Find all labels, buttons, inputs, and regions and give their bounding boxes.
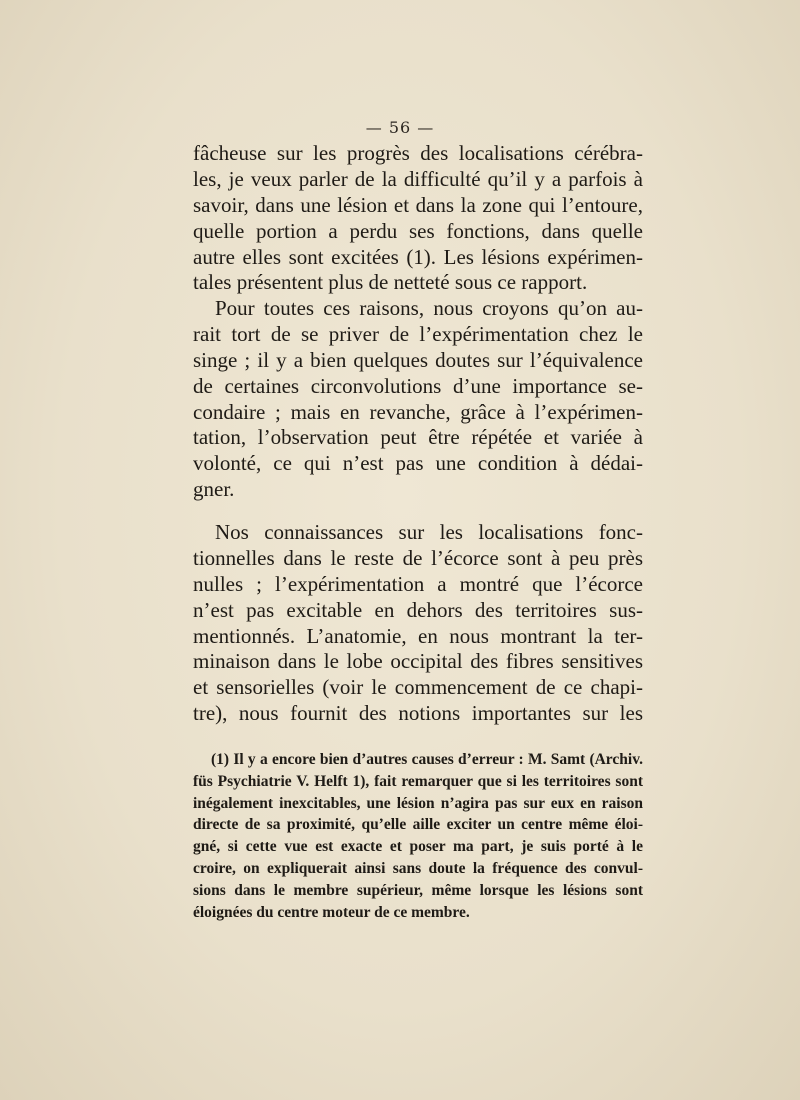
text-line: n’est pas excitable en dehors des territoires sus-: [193, 597, 643, 622]
paragraph-2: [193, 296, 643, 503]
text-line: Nos connaissances sur les localisations fonc-: [215, 520, 643, 544]
text-line: minaison dans le lobe occipital des fibres sensitives: [193, 649, 643, 674]
text-line: mentionnés. L’anatomie, en nous montrant la ter-: [193, 623, 643, 648]
text-line: de certaines circonvolutions d’une importance se-: [193, 373, 643, 398]
paragraph-3: [193, 520, 643, 727]
footnote: [193, 749, 643, 923]
text-line: tionnelles dans le reste de l’écorce sont à peu près: [193, 545, 643, 570]
footnote-line: directe de sa proximité, qu’elle aille exciter un centre même éloi-: [193, 816, 643, 834]
text-line: Pour toutes ces raisons, nous croyons qu’on au-: [215, 296, 643, 320]
text-line: autre elles sont excitées (1). Les lésions expérimen-: [193, 244, 643, 269]
text-line: nulles ; l’expérimentation a montré que l’écorce: [193, 571, 643, 596]
text-line: tales présentent plus de netteté sous ce rapport.: [193, 270, 588, 295]
page-number: — 56 —: [365, 118, 435, 137]
footnote-line: croire, on expliquerait ainsi sans doute la fréquence des convul-: [193, 859, 643, 877]
text-line: condaire ; mais en revanche, grâce à l’expérimen-: [193, 399, 643, 424]
footnote-line: füs Psychiatrie V. Helft 1), fait remarquer que si les territoires sont: [193, 772, 643, 790]
text-line: tre), nous fournit des notions importantes sur les: [193, 701, 643, 726]
text-line: les, je veux parler de la difficulté qu’il y a parfois à: [193, 166, 643, 191]
footnote-line: sions dans le membre supérieur, même lorsque les lésions sont: [193, 881, 643, 899]
text-line: savoir, dans une lésion et dans la zone qui l’entoure,: [193, 192, 643, 217]
text-line: fâcheuse sur les progrès des localisations cérébra-: [193, 141, 643, 165]
footnote-line: gné, si cette vue est exacte et poser ma part, je suis porté à le: [193, 838, 643, 856]
text-line: rait tort de se priver de l’expérimentation chez le: [193, 321, 643, 346]
text-line: et sensorielles (voir le commencement de ce chapi-: [193, 675, 643, 700]
text-line: volonté, ce qui n’est pas une condition à dédai-: [193, 451, 643, 476]
text-line: tation, l’observation peut être répétée et variée à: [193, 425, 643, 450]
text-line: gner.: [193, 477, 235, 502]
text-line: quelle portion a perdu ses fonctions, dans quelle: [193, 218, 643, 243]
footnote-line: (1) Il y a encore bien d’autres causes d’erreur : M. Samt (Archiv.: [211, 751, 643, 768]
footnote-line: éloignées du centre moteur de ce membre.: [193, 903, 470, 921]
footnote-line: inégalement inexcitables, une lésion n’agira pas sur eux en raison: [193, 794, 643, 812]
text-line: singe ; il y a bien quelques doutes sur l’équivalence: [193, 347, 643, 372]
paragraph-1: [193, 141, 643, 296]
